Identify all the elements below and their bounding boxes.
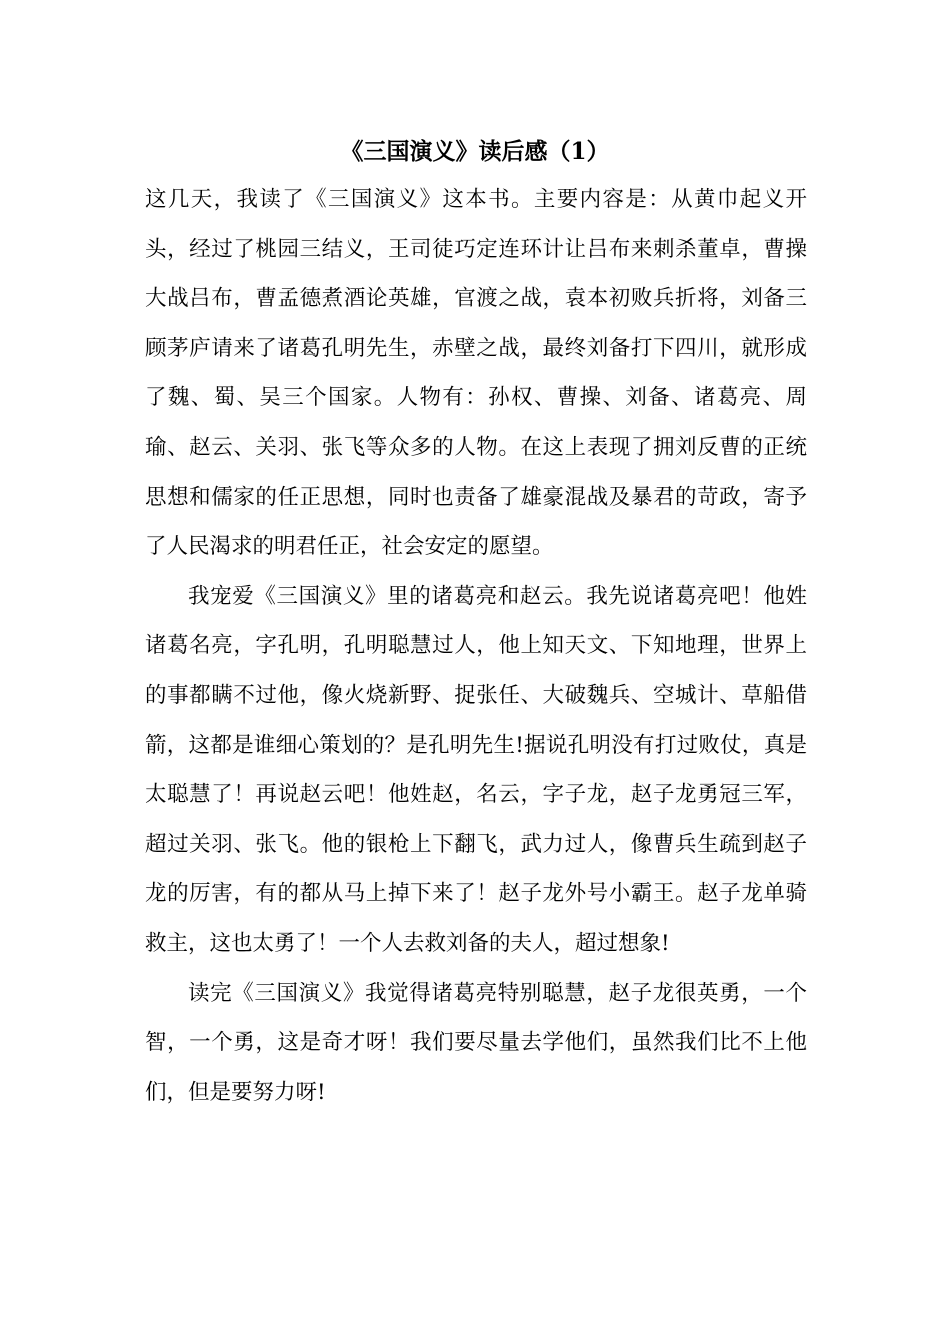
paragraph-2: 我宠爱《三国演义》里的诸葛亮和赵云。我先说诸葛亮吧！他姓诸葛名亮，字孔明，孔明聪慧过人，他上知天文、下知地理，世界上的事都瞒不过他，像火烧新野、捉张任、大破魏兵、空城计、草船借箭，这都是谁细心策划的？是孔明先生!据说孔明没有打过败仗，真是太聪慧了！再说赵云吧！他姓赵，名云，字子龙，赵子龙勇冠三军，超过关羽、张飞。他的银枪上下翻飞，武力过人，像曹兵生疏到赵子龙的厉害，有的都从马上掉下来了！赵子龙外号小霸王。赵子龙单骑救主，这也太勇了！一个人去救刘备的夫人，超过想象! [145, 583, 807, 956]
document-title: 《三国演义》读后感（1） [340, 138, 610, 165]
paragraph-3: 读完《三国演义》我觉得诸葛亮特别聪慧，赵子龙很英勇，一个智，一个勇，这是奇才呀！我们要尽量去学他们，虽然我们比不上他们，但是要努力呀! [145, 980, 807, 1105]
document-body [145, 175, 807, 1117]
paragraph-1: 这几天，我读了《三国演义》这本书。主要内容是：从黄巾起义开头，经过了桃园三结义，王司徒巧定连环计让吕布来刺杀董卓，曹操大战吕布，曹孟德煮酒论英雄，官渡之战，袁本初败兵折将，刘备三顾茅庐请来了诸葛孔明先生，赤壁之战，最终刘备打下四川，就形成了魏、蜀、吴三个国家。人物有：孙权、曹操、刘备、诸葛亮、周瑜、赵云、关羽、张飞等众多的人物。在这上表现了拥刘反曹的正统思想和儒家的任正思想，同时也责备了雄豪混战及暴君的苛政，寄予了人民渴求的明君任正，社会安定的愿望。 [145, 187, 807, 560]
